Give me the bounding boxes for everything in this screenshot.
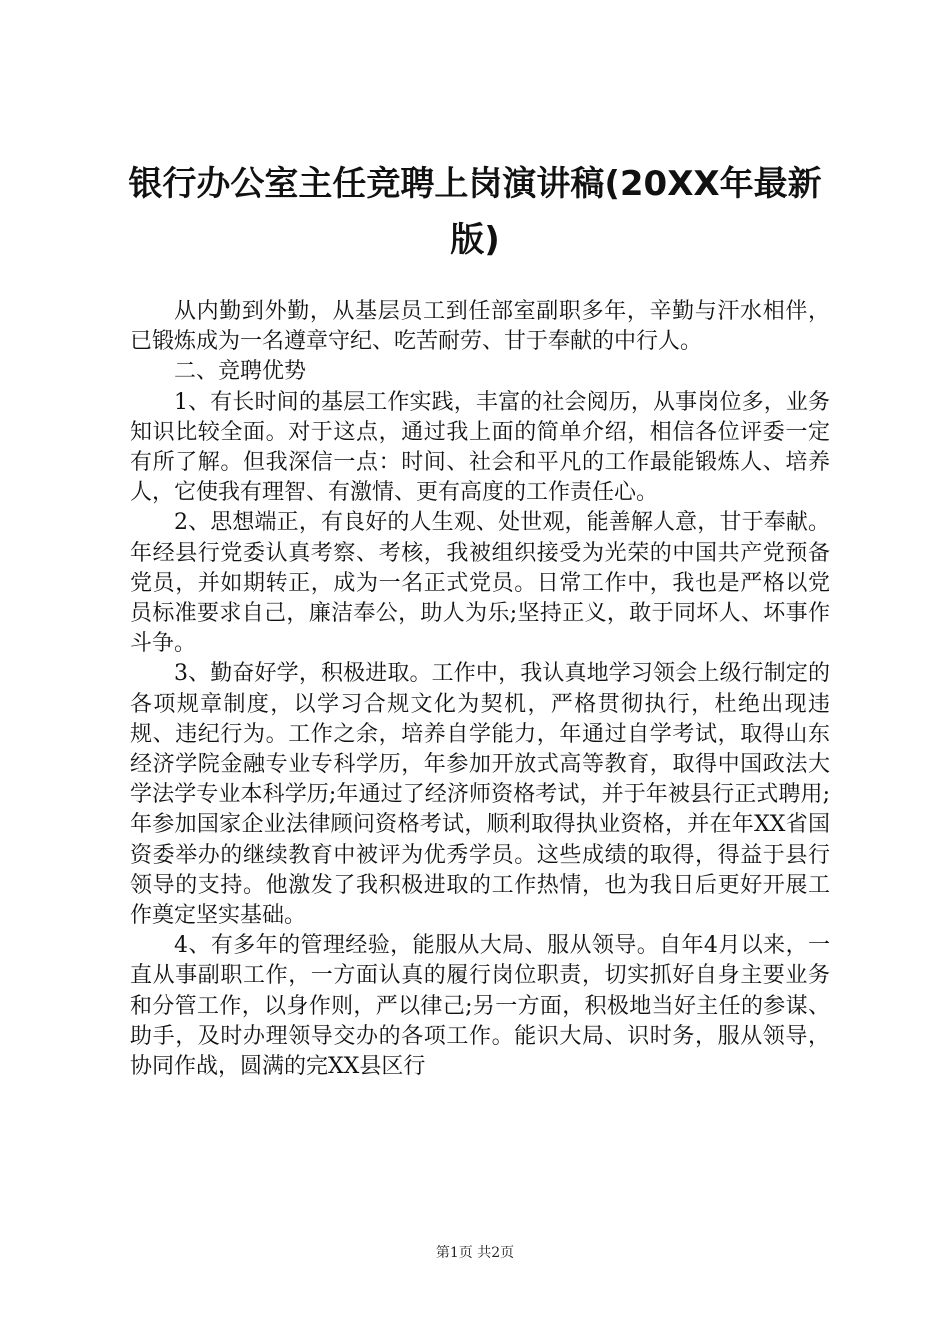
page-footer: 第1页 共2页 [435,1245,515,1261]
section-heading-advantages: 二、竞聘优势 [174,359,307,385]
document-body [130,297,830,1082]
paragraph-intro: 从内勤到外勤，从基层员工到任部室副职多年，辛勤与汗水相伴，已锻炼成为一名遵章守纪、吃苦耐劳、甘于奉献的中行人。 [130,299,830,355]
paragraph-advantage-4: 4、有多年的管理经验，能服从大局、服从领导。自年4月以来，一直从事副职工作，一方面认真的履行岗位职责，切实抓好自身主要业务和分管工作，以身作则，严以律己;另一方面，积极地当好主任的参谋、助手，及时办理领导交办的各项工作。能识大局、识时务，服从领导，协同作战，圆满的完XX县区行 [130,933,830,1080]
paragraph-advantage-1: 1、有长时间的基层工作实践，丰富的社会阅历，从事岗位多，业务知识比较全面。对于这点，通过我上面的简单介绍，相信各位评委一定有所了解。但我深信一点：时间、社会和平凡的工作最能锻炼人、培养人，它使我有理智、有激情、更有高度的工作责任心。 [130,389,830,506]
document-title: 银行办公室主任竞聘上岗演讲稿(20XX年最新版) [128,164,822,260]
paragraph-advantage-2: 2、思想端正，有良好的人生观、处世观，能善解人意，甘于奉献。年经县行党委认真考察、考核，我被组织接受为光荣的中国共产党预备党员，并如期转正，成为一名正式党员。日常工作中，我也是严格以党员标准要求自己，廉洁奉公，助人为乐;坚持正义，敢于同坏人、坏事作斗争。 [130,510,830,657]
paragraph-advantage-3: 3、勤奋好学，积极进取。工作中，我认真地学习领会上级行制定的各项规章制度，以学习合规文化为契机，严格贯彻执行，杜绝出现违规、违纪行为。工作之余，培养自学能力，年通过自学考试，取得山东经济学院金融专业专科学历，年参加开放式高等教育，取得中国政法大学法学专业本科学历;年通过了经济师资格考试，并于年被县行正式聘用;年参加国家企业法律顾问资格考试，顺利取得执业资格，并在年XX省国资委举办的继续教育中被评为优秀学员。这些成绩的取得，得益于县行领导的支持。他激发了我积极进取的工作热情，也为我日后更好开展工作奠定坚实基础。 [130,661,830,929]
